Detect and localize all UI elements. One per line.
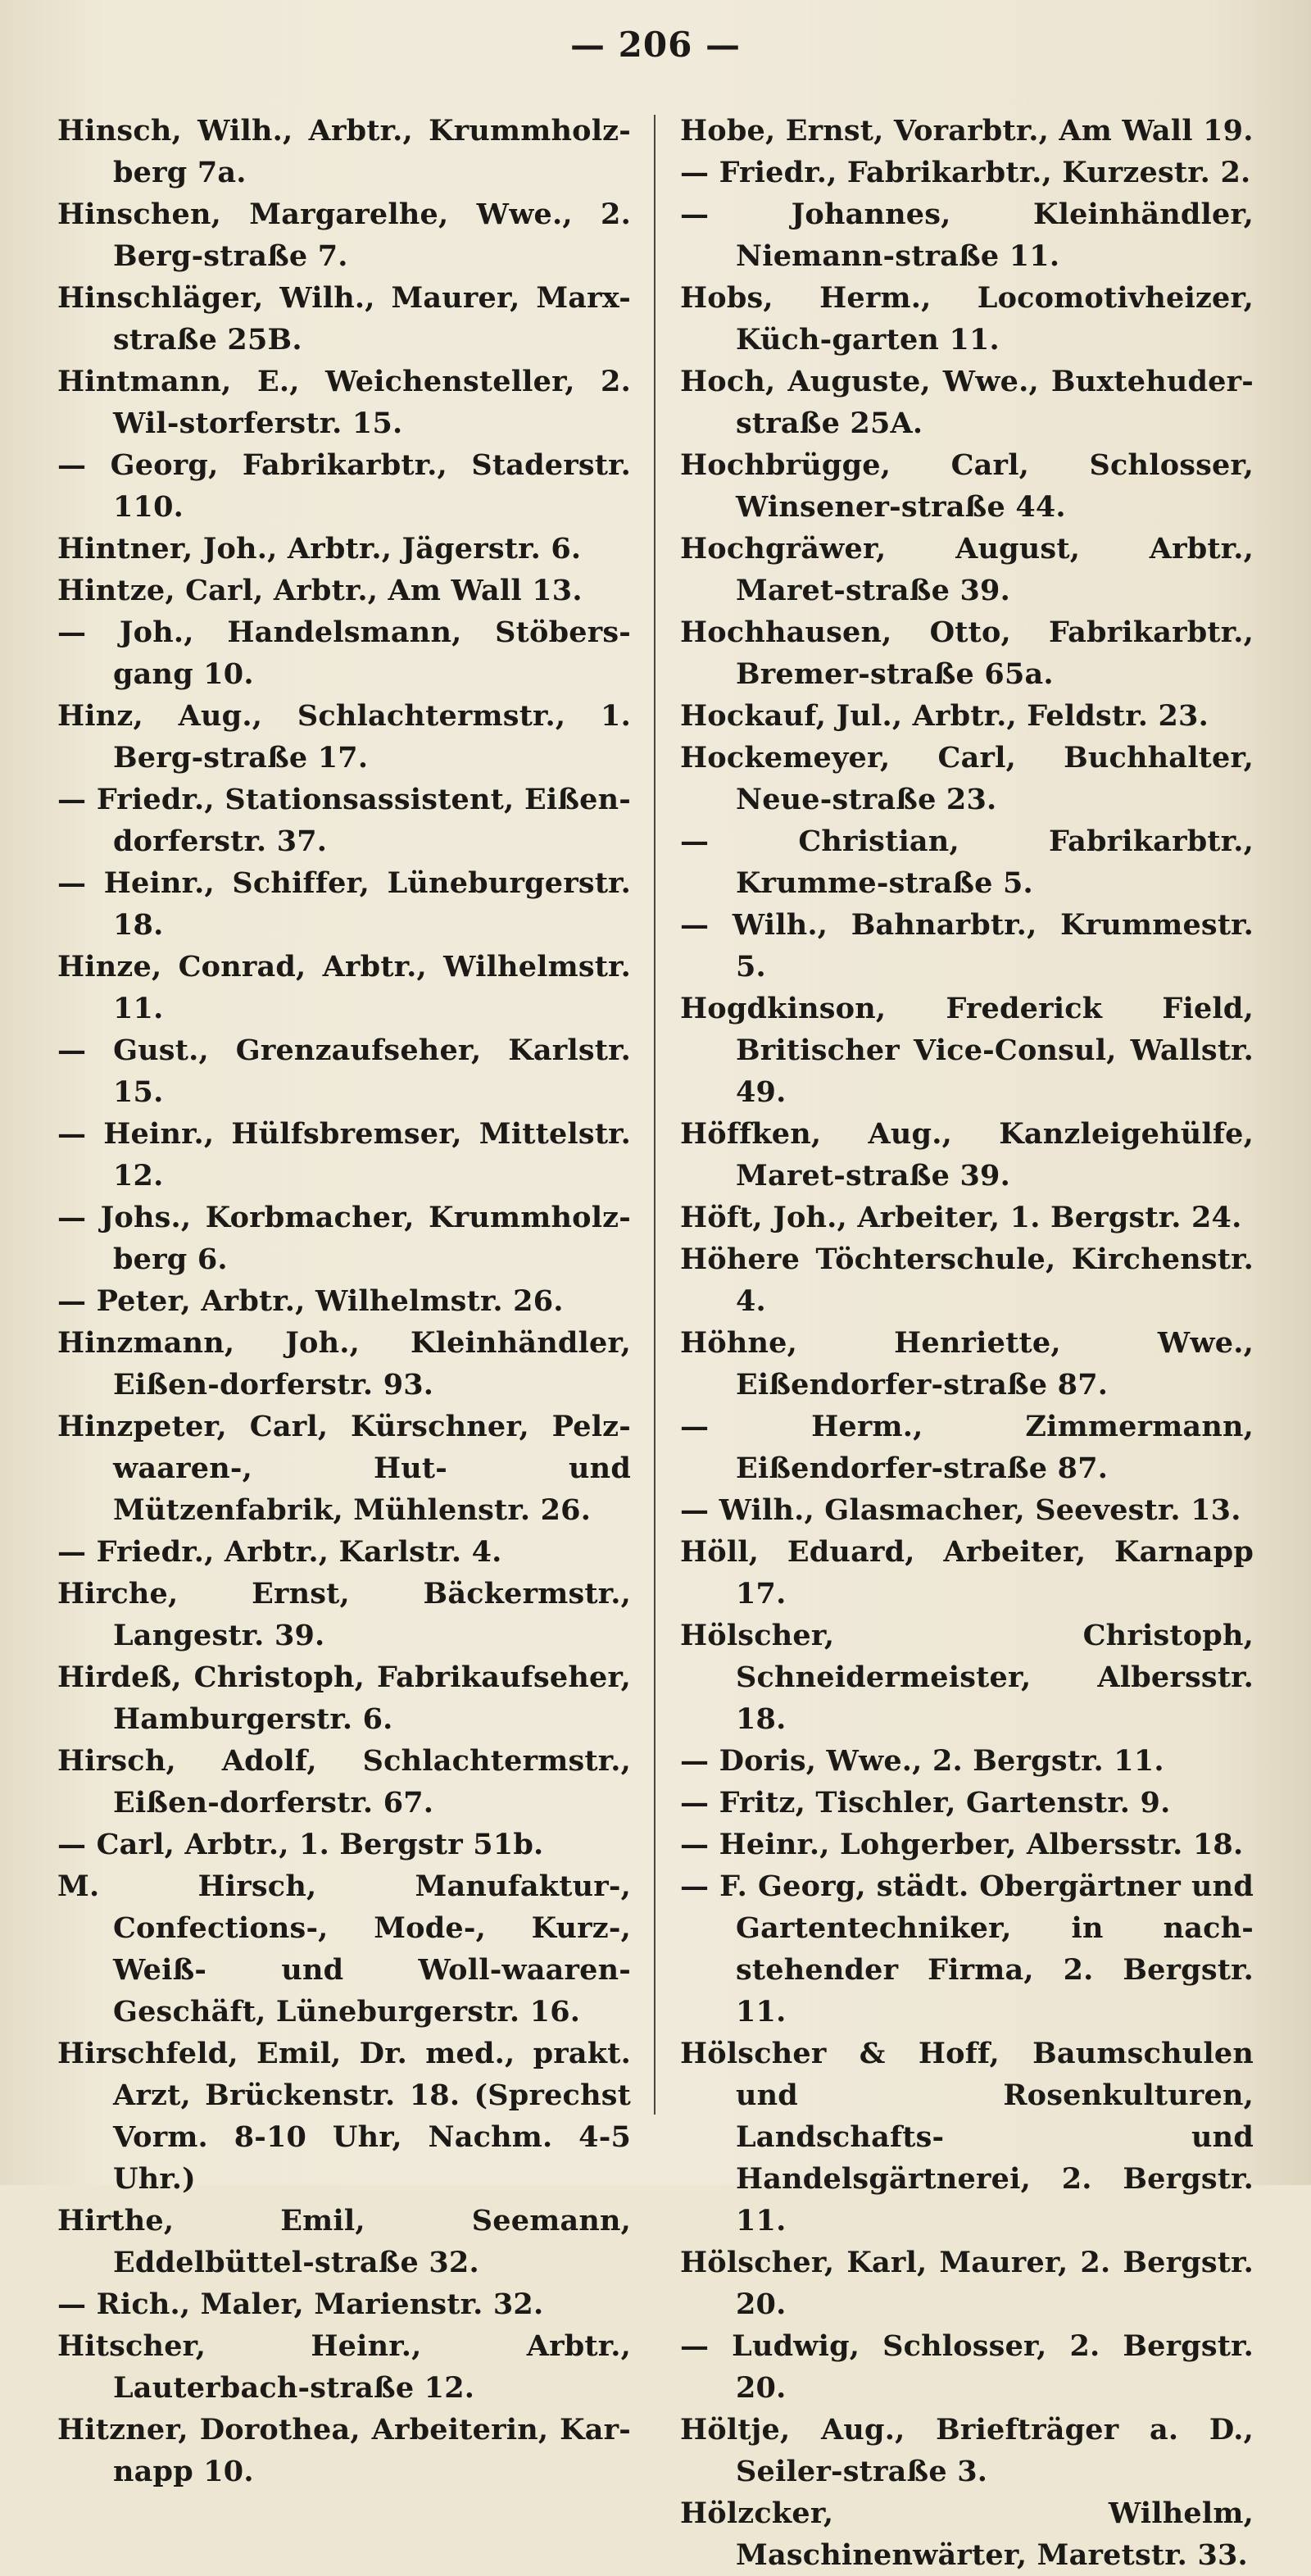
directory-entry: Hintmann, E., Weichensteller, 2. Wil-storferstr. 15. bbox=[57, 365, 631, 440]
directory-entry: Hinze, Conrad, Arbtr., Wilhelmstr. 11. bbox=[57, 950, 631, 1025]
directory-entry: Hintner, Joh., Arbtr., Jägerstr. 6. bbox=[57, 532, 582, 566]
directory-entry: Höltje, Aug., Briefträger a. D., Seiler-straße 3. bbox=[680, 2413, 1254, 2488]
directory-entry: Hochbrügge, Carl, Schlosser, Winsener-straße 44. bbox=[680, 448, 1254, 524]
directory-entry: — Johannes, Kleinhändler, Niemann-straße 11. bbox=[680, 198, 1254, 273]
directory-entry: — Ludwig, Schlosser, 2. Bergstr. 20. bbox=[680, 2329, 1254, 2405]
directory-entry: Hockemeyer, Carl, Buchhalter, Neue-straße 23. bbox=[680, 741, 1254, 816]
directory-entry: Hoch, Auguste, Wwe., Buxtehuder-straße 25A. bbox=[680, 365, 1254, 440]
directory-entry: Hölzcker, Wilhelm, Maschinenwärter, Maretstr. 33. bbox=[680, 2496, 1254, 2572]
directory-entry: Höll, Eduard, Arbeiter, Karnapp 17. bbox=[680, 1535, 1254, 1611]
directory-entry: — Friedr., Arbtr., Karlstr. 4. bbox=[57, 1535, 502, 1569]
directory-entry: — Heinr., Lohgerber, Albersstr. 18. bbox=[680, 1828, 1244, 1861]
directory-entry: — F. Georg, städt. Obergärtner und Gartentechniker, in nach-stehender Firma, 2. Bergstr. 11. bbox=[680, 1870, 1254, 2029]
directory-entry: Hirschfeld, Emil, Dr. med., prakt. Arzt, Brückenstr. 18. (Sprechst Vorm. 8-10 Uhr, Nachm. 4-5 Uhr.) bbox=[57, 2037, 631, 2196]
left-column bbox=[57, 110, 631, 2492]
directory-entry: Hölscher, Karl, Maurer, 2. Bergstr. 20. bbox=[680, 2246, 1254, 2321]
directory-entry: Hochhausen, Otto, Fabrikarbtr., Bremer-straße 65a. bbox=[680, 616, 1254, 691]
page-number: — 206 — bbox=[570, 25, 741, 65]
directory-entry: — Heinr., Hülfsbremser, Mittelstr. 12. bbox=[57, 1117, 631, 1193]
directory-entry: Hobs, Herm., Locomotivheizer, Küch-garten 11. bbox=[680, 281, 1254, 357]
directory-entry: — Rich., Maler, Marienstr. 32. bbox=[57, 2288, 544, 2321]
directory-entry: Hogdkinson, Frederick Field, Britischer Vice-Consul, Wallstr. 49. bbox=[680, 992, 1254, 1109]
directory-entry: — Heinr., Schiffer, Lüneburgerstr. 18. bbox=[57, 866, 631, 942]
directory-entry: M. Hirsch, Manufaktur-, Confections-, Mode-, Kurz-, Weiß- und Woll-waaren-Geschäft, Lüneburgerstr. 16. bbox=[57, 1870, 631, 2029]
directory-entry: Hinz, Aug., Schlachtermstr., 1. Berg-straße 17. bbox=[57, 699, 631, 775]
directory-entry: Hockauf, Jul., Arbtr., Feldstr. 23. bbox=[680, 699, 1209, 733]
directory-entry: Höft, Joh., Arbeiter, 1. Bergstr. 24. bbox=[680, 1201, 1242, 1234]
directory-entry: Hirsch, Adolf, Schlachtermstr., Eißen-dorferstr. 67. bbox=[57, 1744, 631, 1820]
directory-entry: Hölscher, Christoph, Schneidermeister, Albersstr. 18. bbox=[680, 1619, 1254, 1736]
directory-entry: Höffken, Aug., Kanzleigehülfe, Maret-straße 39. bbox=[680, 1117, 1254, 1193]
directory-entry: — Carl, Arbtr., 1. Bergstr 51b. bbox=[57, 1828, 544, 1861]
directory-entry: Hölscher & Hoff, Baumschulen und Rosenkulturen, Landschafts- und Handelsgärtnerei, 2. Bergstr. 11. bbox=[680, 2037, 1254, 2238]
directory-entry: — Joh., Handelsmann, Stöbers-gang 10. bbox=[57, 616, 631, 691]
directory-entry: — Friedr., Fabrikarbtr., Kurzestr. 2. bbox=[680, 156, 1251, 189]
directory-entry: Hinschen, Margarelhe, Wwe., 2. Berg-straße 7. bbox=[57, 198, 631, 273]
directory-entry: Hintze, Carl, Arbtr., Am Wall 13. bbox=[57, 574, 583, 607]
directory-entry: Hitzner, Dorothea, Arbeiterin, Kar-napp 10. bbox=[57, 2413, 631, 2488]
directory-entry: — Wilh., Glasmacher, Seevestr. 13. bbox=[680, 1493, 1241, 1527]
directory-entry: Hitscher, Heinr., Arbtr., Lauterbach-straße 12. bbox=[57, 2329, 631, 2405]
directory-entry: — Johs., Korbmacher, Krummholz-berg 6. bbox=[57, 1201, 631, 1276]
directory-entry: Hirdeß, Christoph, Fabrikaufseher, Hamburgerstr. 6. bbox=[57, 1661, 631, 1736]
directory-entry: Hobe, Ernst, Vorarbtr., Am Wall 19. bbox=[680, 114, 1254, 148]
directory-entry: Hinzpeter, Carl, Kürschner, Pelz-waaren-, Hut- und Mützenfabrik, Mühlenstr. 26. bbox=[57, 1410, 631, 1527]
directory-entry: — Peter, Arbtr., Wilhelmstr. 26. bbox=[57, 1284, 564, 1318]
directory-entry: — Wilh., Bahnarbtr., Krummestr. 5. bbox=[680, 908, 1254, 984]
directory-entry: Hochgräwer, August, Arbtr., Maret-straße 39. bbox=[680, 532, 1254, 607]
directory-entry: — Georg, Fabrikarbtr., Staderstr. 110. bbox=[57, 448, 631, 524]
directory-entry: Hinschläger, Wilh., Maurer, Marx-straße 25B. bbox=[57, 281, 631, 357]
directory-entry: — Christian, Fabrikarbtr., Krumme-straße 5. bbox=[680, 825, 1254, 900]
directory-entry: Hirthe, Emil, Seemann, Eddelbüttel-straße 32. bbox=[57, 2204, 631, 2279]
directory-entry: Höhne, Henriette, Wwe., Eißendorfer-straße 87. bbox=[680, 1326, 1254, 1402]
directory-entry: Hinzmann, Joh., Kleinhändler, Eißen-dorferstr. 93. bbox=[57, 1326, 631, 1402]
column-divider bbox=[654, 115, 656, 2115]
directory-entry: — Gust., Grenzaufseher, Karlstr. 15. bbox=[57, 1034, 631, 1109]
directory-entry: Hinsch, Wilh., Arbtr., Krummholz-berg 7a. bbox=[57, 114, 631, 189]
directory-entry: — Doris, Wwe., 2. Bergstr. 11. bbox=[680, 1744, 1164, 1778]
directory-entry: — Friedr., Stationsassistent, Eißen-dorferstr. 37. bbox=[57, 783, 631, 858]
directory-entry: Höhere Töchterschule, Kirchenstr. 4. bbox=[680, 1243, 1254, 1318]
directory-entry: — Herm., Zimmermann, Eißendorfer-straße 87. bbox=[680, 1410, 1254, 1485]
directory-entry: — Fritz, Tischler, Gartenstr. 9. bbox=[680, 1786, 1171, 1820]
right-column bbox=[680, 110, 1254, 2576]
directory-entry: Hirche, Ernst, Bäckermstr., Langestr. 39. bbox=[57, 1577, 631, 1652]
